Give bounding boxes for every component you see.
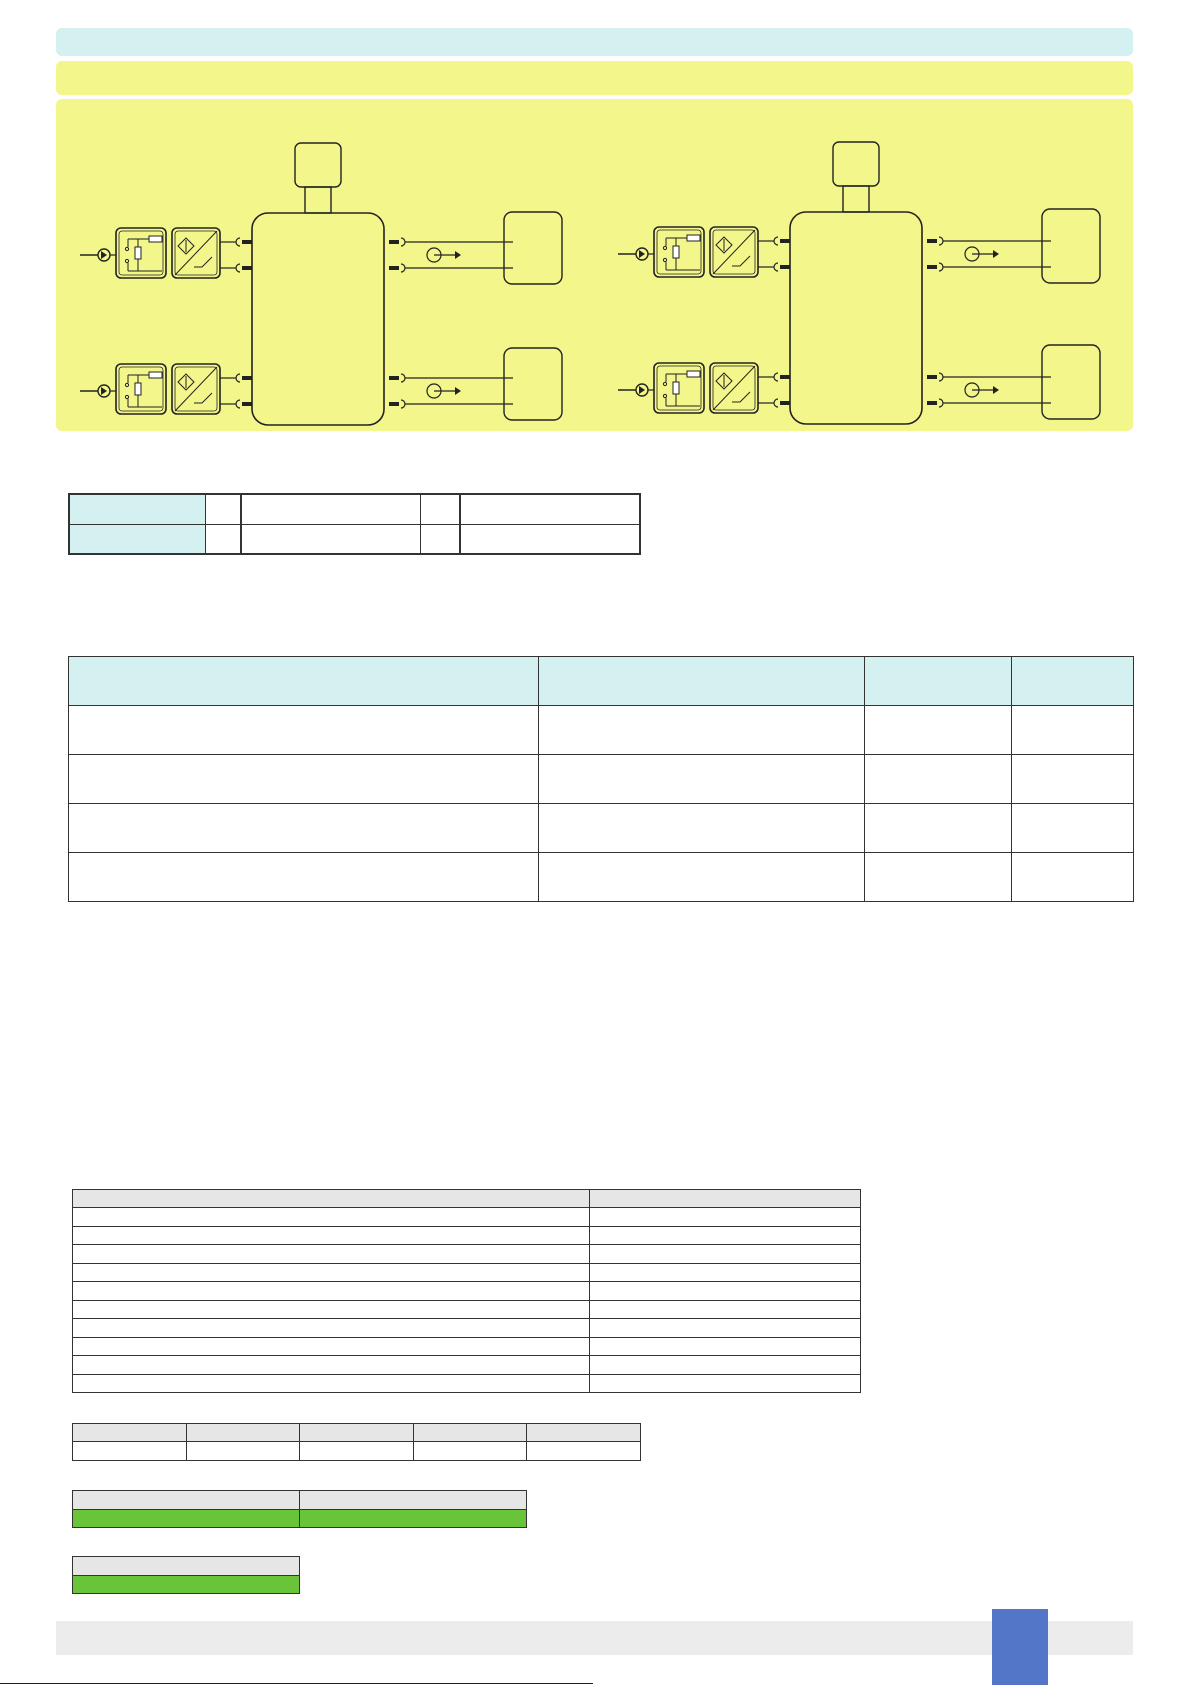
table-row bbox=[73, 1319, 861, 1338]
param-header bbox=[590, 1190, 861, 1208]
code-header bbox=[73, 1424, 187, 1442]
param-cell bbox=[590, 1245, 861, 1264]
ordering-cell bbox=[241, 494, 420, 524]
spec-header bbox=[1012, 657, 1134, 706]
code-table bbox=[72, 1423, 641, 1461]
table-row bbox=[69, 804, 1134, 853]
param-cell bbox=[590, 1208, 861, 1227]
header-subtitle-band bbox=[56, 61, 1133, 95]
param-header bbox=[73, 1190, 590, 1208]
approval-cell bbox=[73, 1576, 300, 1594]
param-table bbox=[72, 1189, 861, 1393]
param-cell bbox=[590, 1337, 861, 1356]
table-row bbox=[69, 853, 1134, 902]
footer-rule bbox=[0, 1683, 593, 1684]
param-cell bbox=[590, 1374, 861, 1393]
ordering-cell bbox=[460, 524, 640, 554]
ordering-table bbox=[68, 493, 641, 555]
table-row bbox=[69, 755, 1134, 804]
footer-bar bbox=[56, 1621, 1133, 1655]
table-row bbox=[73, 1282, 861, 1301]
code-cell bbox=[527, 1442, 641, 1461]
param-cell bbox=[73, 1226, 590, 1245]
spec-cell bbox=[539, 706, 865, 755]
param-cell bbox=[73, 1319, 590, 1338]
spec-cell bbox=[865, 755, 1012, 804]
spec-header bbox=[865, 657, 1012, 706]
code-header bbox=[186, 1424, 300, 1442]
table-row bbox=[73, 1300, 861, 1319]
ordering-cell bbox=[420, 494, 460, 524]
code-header bbox=[413, 1424, 527, 1442]
table-row bbox=[69, 706, 1134, 755]
wiring-diagram bbox=[56, 99, 1133, 431]
spec-cell bbox=[69, 853, 539, 902]
spec-cell bbox=[69, 804, 539, 853]
spec-cell bbox=[1012, 853, 1134, 902]
table-row bbox=[73, 1442, 641, 1461]
param-cell bbox=[590, 1300, 861, 1319]
code-cell bbox=[186, 1442, 300, 1461]
spec-header bbox=[69, 657, 539, 706]
param-cell bbox=[590, 1319, 861, 1338]
table-row bbox=[73, 1208, 861, 1227]
spec-cell bbox=[865, 706, 1012, 755]
table-row bbox=[73, 1226, 861, 1245]
table-header-row bbox=[73, 1491, 527, 1510]
ordering-cell bbox=[69, 494, 205, 524]
table-header-row bbox=[69, 657, 1134, 706]
ordering-cell bbox=[241, 524, 420, 554]
ordering-cell bbox=[460, 494, 640, 524]
table-row bbox=[73, 1576, 300, 1594]
spec-cell bbox=[1012, 755, 1134, 804]
header-title-band bbox=[56, 28, 1133, 56]
table-row bbox=[73, 1263, 861, 1282]
spec-cell bbox=[1012, 804, 1134, 853]
spec-header bbox=[539, 657, 865, 706]
spec-cell bbox=[539, 853, 865, 902]
approval-cell bbox=[300, 1510, 527, 1528]
ordering-cell bbox=[205, 494, 241, 524]
spec-cell bbox=[865, 853, 1012, 902]
spec-cell bbox=[539, 755, 865, 804]
spec-cell bbox=[539, 804, 865, 853]
code-header bbox=[527, 1424, 641, 1442]
approval-table-primary bbox=[72, 1490, 527, 1528]
code-cell bbox=[73, 1442, 187, 1461]
param-cell bbox=[73, 1208, 590, 1227]
param-cell bbox=[73, 1356, 590, 1375]
param-cell bbox=[73, 1337, 590, 1356]
approval-header bbox=[73, 1491, 300, 1510]
param-cell bbox=[73, 1245, 590, 1264]
code-cell bbox=[413, 1442, 527, 1461]
ordering-cell bbox=[205, 524, 241, 554]
wiring-diagram-panel bbox=[56, 99, 1133, 431]
table-header-row bbox=[73, 1190, 861, 1208]
table-row bbox=[69, 524, 640, 554]
param-cell bbox=[73, 1374, 590, 1393]
code-header bbox=[300, 1424, 414, 1442]
table-row bbox=[73, 1510, 527, 1528]
table-header-row bbox=[73, 1424, 641, 1442]
spec-cell bbox=[865, 804, 1012, 853]
param-cell bbox=[590, 1263, 861, 1282]
approval-cell bbox=[73, 1510, 300, 1528]
param-cell bbox=[590, 1282, 861, 1301]
barrier-right bbox=[618, 142, 1100, 424]
page-number-marker bbox=[992, 1609, 1048, 1685]
barrier-left bbox=[80, 143, 562, 425]
spec-cell bbox=[69, 755, 539, 804]
table-header-row bbox=[73, 1557, 300, 1576]
table-row bbox=[73, 1245, 861, 1264]
param-cell bbox=[73, 1300, 590, 1319]
table-row bbox=[73, 1337, 861, 1356]
param-cell bbox=[73, 1263, 590, 1282]
param-cell bbox=[590, 1356, 861, 1375]
ordering-cell bbox=[420, 524, 460, 554]
table-row bbox=[69, 494, 640, 524]
code-cell bbox=[300, 1442, 414, 1461]
approval-header bbox=[300, 1491, 527, 1510]
spec-cell bbox=[69, 706, 539, 755]
spec-table bbox=[68, 656, 1134, 902]
spec-cell bbox=[1012, 706, 1134, 755]
approval-header bbox=[73, 1557, 300, 1576]
table-row bbox=[73, 1374, 861, 1393]
table-row bbox=[73, 1356, 861, 1375]
param-cell bbox=[590, 1226, 861, 1245]
approval-table-secondary bbox=[72, 1556, 300, 1594]
ordering-cell bbox=[69, 524, 205, 554]
param-cell bbox=[73, 1282, 590, 1301]
